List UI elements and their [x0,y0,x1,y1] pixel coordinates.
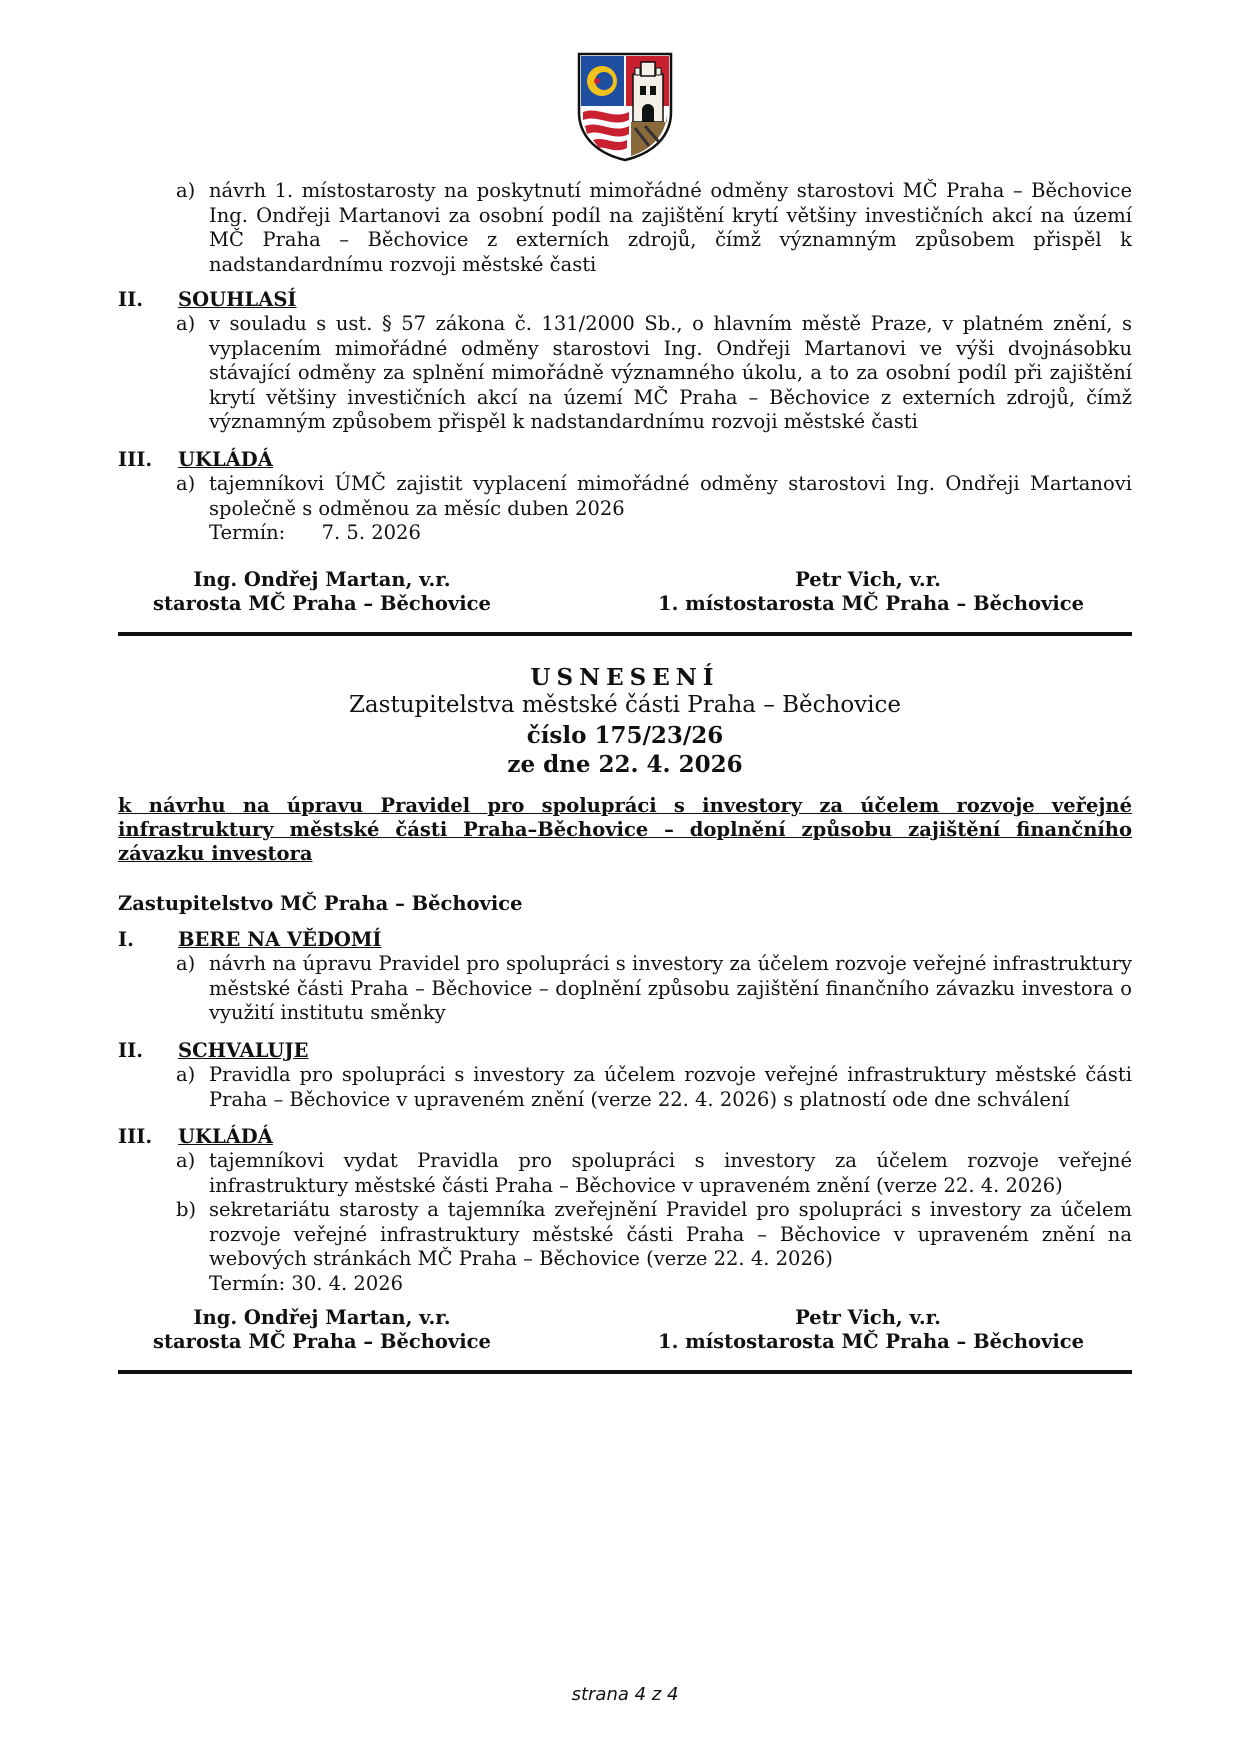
signatory-role: starosta MČ Praha – Běchovice [153,592,491,615]
deadline: Termín: 30. 4. 2026 [209,1272,404,1295]
page-number: strana 4 z 4 [571,1684,679,1705]
divider [118,1370,1132,1374]
signature-left [153,1306,491,1354]
list-item [178,179,1132,277]
section-title: UKLÁDÁ [178,448,273,471]
item-label: a) [176,952,196,975]
section-number: III. [118,1125,153,1148]
section-number: I. [118,928,134,951]
section-number: II. [118,1039,144,1062]
section-title: SOUHLASÍ [178,288,297,311]
item-label: a) [176,1063,196,1086]
signatory-role: 1. místostarosta MČ Praha – Běchovice [658,1330,1085,1353]
section-number: II. [118,288,144,311]
deadline-value: 7. 5. 2026 [321,521,421,544]
signatory-name: Petr Vich, v.r. [795,1306,941,1329]
resolution-subject: k návrhu na úpravu Pravidel pro spolupráci s investory za účelem rozvoje veřejné infrastruktury městské části Praha–Běchovice – doplnění způsobu zajištění finančního závazku investora [118,794,1132,865]
list-item [178,312,1132,435]
item-text: tajemníkovi ÚMČ zajistit vyplacení mimořádné odměny starostovi Ing. Ondřeji Martanovi společně s odměnou za měsíc duben 2026 [209,472,1132,520]
resolution-title: USNESENÍ [530,664,720,691]
section-title: BERE NA VĚDOMÍ [178,928,382,951]
item-label: a) [176,312,196,335]
signatory-role: starosta MČ Praha – Běchovice [153,1330,491,1353]
item-label: b) [176,1198,197,1221]
resolution-number: číslo 175/23/26 [526,722,724,749]
signature-right [658,568,1085,616]
list-item [178,1063,1132,1112]
coat-of-arms-icon [575,50,675,162]
section-title: SCHVALUJE [178,1039,309,1062]
council-label: Zastupitelstvo MČ Praha – Běchovice [118,892,523,915]
item-label: a) [176,472,196,495]
list-item [178,472,1132,521]
item-text: sekretariátu starosty a tajemníka zveřejnění Pravidel pro spolupráci s investory za účelem rozvoje veřejné infrastruktury městské části Praha – Běchovice v upraveném znění na webových stránkách MČ Praha – Běchovice (verze 22. 4. 2026) [209,1198,1132,1270]
section-number: III. [118,448,153,471]
divider [118,632,1132,636]
signatory-name: Ing. Ondřej Martan, v.r. [193,568,451,591]
signatory-name: Petr Vich, v.r. [795,568,941,591]
document-page [118,0,1132,1752]
signature-right [658,1306,1085,1354]
resolution-date: ze dne 22. 4. 2026 [507,751,743,778]
item-text: návrh 1. místostarosty na poskytnutí mimořádné odměny starostovi MČ Praha – Běchovice Ing. Ondřeji Martanovi za osobní podíl na zajištění krytí většiny investičních akcí na území MČ Praha – Běchovice z externích zdrojů, čímž významným způsobem přispěl k nadstandardnímu rozvoji městské časti [209,179,1132,276]
list-item [178,1198,1132,1272]
item-text: návrh na úpravu Pravidel pro spolupráci s investory za účelem rozvoje veřejné infrastruktury městské části Praha – Běchovice – doplnění způsobu zajištění finančního závazku investora o využití institutu směnky [209,952,1132,1024]
signature-left [153,568,491,616]
signatory-role: 1. místostarosta MČ Praha – Běchovice [658,592,1085,615]
list-item [178,952,1132,1026]
resolution-body: Zastupitelstva městské části Praha – Běchovice [348,692,902,718]
item-label: a) [176,1149,196,1172]
signatory-name: Ing. Ondřej Martan, v.r. [193,1306,451,1329]
item-label: a) [176,179,196,202]
section-title: UKLÁDÁ [178,1125,273,1148]
item-text: tajemníkovi vydat Pravidla pro spolupráci s investory za účelem rozvoje veřejné infrastruktury městské části Praha – Běchovice v upraveném znění (verze 22. 4. 2026) [209,1149,1132,1197]
item-text: Pravidla pro spolupráci s investory za účelem rozvoje veřejné infrastruktury městské části Praha – Běchovice v upraveném znění (verze 22. 4. 2026) s platností ode dne schválení [209,1063,1132,1111]
item-text: v souladu s ust. § 57 zákona č. 131/2000 Sb., o hlavním městě Praze, v platném znění, s vyplacením mimořádné odměny starostovi Ing. Ondřeji Martanovi ve výši dvojnásobku stávající odměny za splnění mimořádně významného úkolu, a to za osobní podíl při zajištění krytí většiny investičních akcí na území MČ Praha – Běchovice z externích zdrojů, čímž významným způsobem přispěl k nadstandardnímu rozvoji městské časti [209,312,1132,433]
list-item [178,1149,1132,1198]
council-name [118,892,523,916]
deadline [209,521,421,546]
deadline-label: Termín: [209,521,286,544]
